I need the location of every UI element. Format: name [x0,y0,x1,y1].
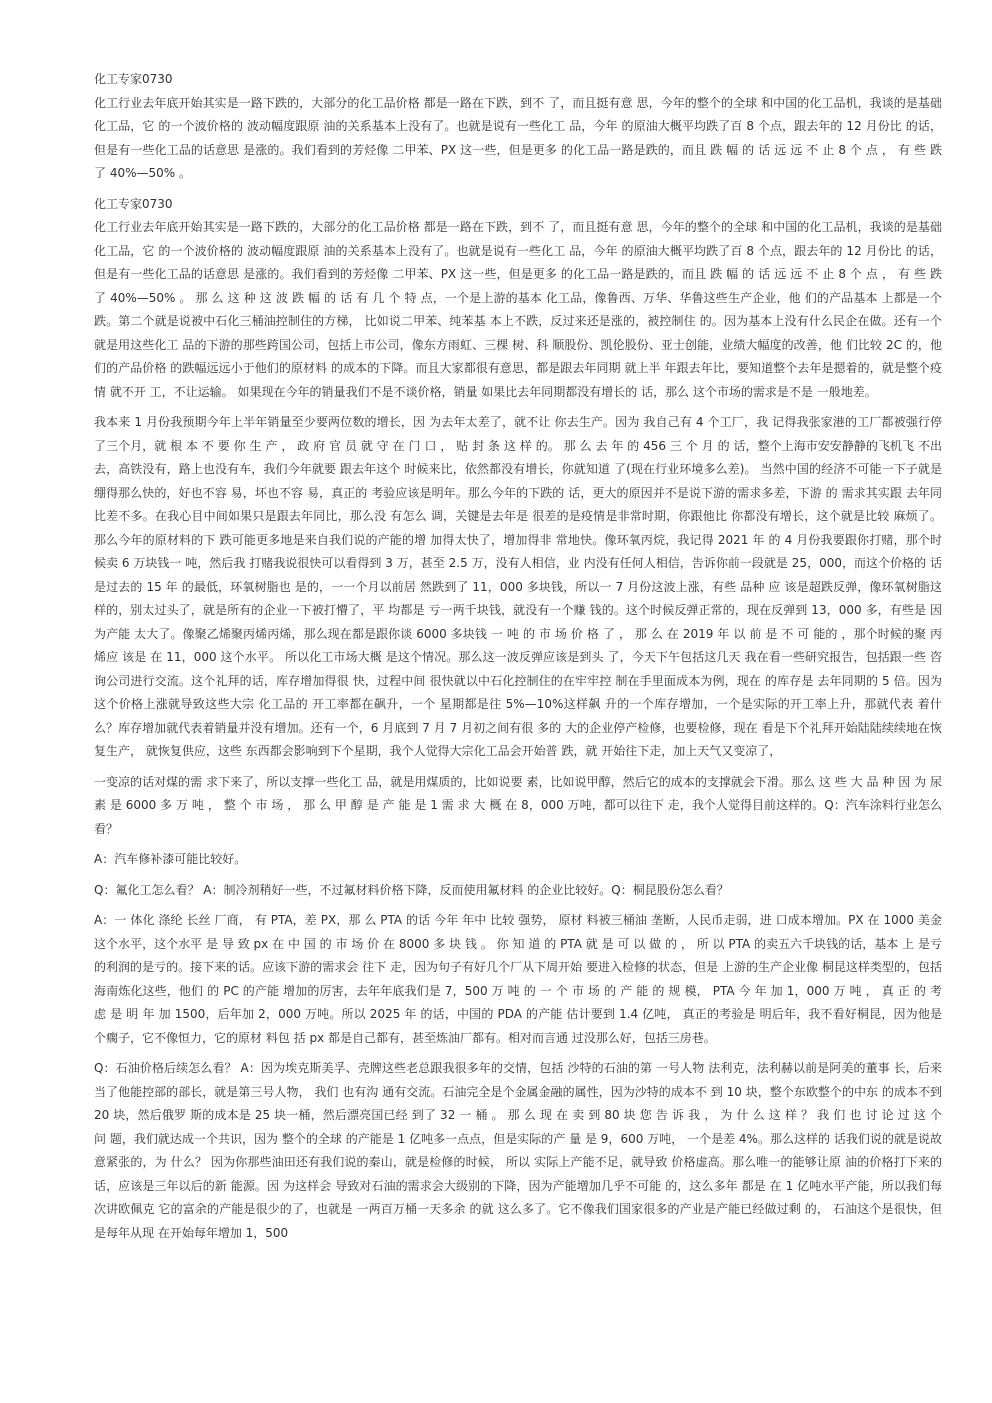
section-heading: 化工专家0730 [94,72,173,86]
answer-paragraph: A：汽车修补漆可能比较好。 [94,852,247,866]
qa-paragraph: Q：石油价格后续怎么看？ A：因为埃克斯美孚、壳牌这些老总跟我很多年的交情，包括 沙特的石油的第 一号人物 法利克，法利赫以前是阿美的董事 长，后来当了他能控部的部长，就是第三号人物， 我们 也有沟 通有交流。石油完全是个金属金融的属性，因为沙特的成本不 到 10 块，整个东欧整个的中东 的成本不到 20 块，然后俄罗 斯的成本是 25 块一桶，然后漂亮国已经 到了 32 一 桶 。 那 么 现 在 卖 到 80 块 您 告 诉 我 ， 为 什 么 这 样 ？ 我 们 也 讨 论 过 这 个 问 题，我们就达成一个共识，因为 整个的全球 的产能是 1 亿吨多一点点，但是实际的产 量 是 9，600 万吨， 一个是差 4%。那么这样的 话我们说的就是说故意紧张的，为 什么？ 因为你那些油田还有我们说的秦山，就是检修的时候， 所以 实际上产能不足，就导致 价格虚高。那么唯一的能够让原 油的价格打下来的话，应该是三年以后的新 能源。因 为这样会 导致对石油的需求会大级别的下降，因为产能增加几乎不可能 的，这么多年 都是 在 1 亿吨水平产能，所以我们每次讲欧佩克 它的富余的产能是很少的了，也就是 一两百万桶一天多余 的就 这么多了。它不像我们国家很多的产业是产能已经做过剩 的， 石油这个是很快，但是每年从现 在开始每年增加 1，500 [94,1061,942,1240]
section-paragraph: 一变凉的话对煤的需 求下来了，所以支撑一些化工 品，就是用煤质的，比如说要 素，比如说甲醇，然后它的成本的支撑就会下滑。那么 这 些 大 品 种 因 为 尿 素 是 6000 多 万 吨 ， 整 个 市 场 ， 那 么 甲 醇 是 产 能 是 1 需 求 大 概 在 8，000 万吨，都可以往下 走，我个人觉得目前这样的。Q：汽车涂料行业怎么看？ [94,774,942,836]
section-paragraph: 化工行业去年底开始其实是一路下跌的，大部分的化工品价格 都是一路在下跌，到不 了，而且挺有意 思，今年的整个的全球 和中国的化工品机，我谈的是基础化工品，它 的一个波价格的 波动幅度跟原 油的关系基本上没有了。也就是说有一些化工 品，今年 的原油大概平均跌了百 8 个点，跟去年的 12 月份比 的话，但是有一些化工品的话意思 是涨的。我们看到的芳烃像 二甲苯、PX 这一些，但是更多 的化工品一路是跌的，而且 跌 幅 的 话 远 远 不 止 8 个 点 ， 有 些 跌 了 40%—50% 。 那 么 这 种 这 波 跌 幅 的 话 有 几 个 特 点，一个是上游的基本 化工品，像鲁西、万华、华鲁这些生产企业，他 们的产品基本 上都是一个跌。第二个就是说被中石化三桶油控制住的方梯， 比如说二甲苯、纯苯基 本上不跌，反过来还是涨的，被控制住 的。因为基本上没有什么民企在做。还有一个 就是用这些化工 品的下游的那些跨国公司，包括上市公司，像东方雨虹、三棵 树、科 顺股份、凯伦股份、亚士创能，业绩大幅度的改善，他 们比较 2C 的，他们的产品价格 的跌幅远远小于他们的原材料 的成本的下降。而且大家都很有意思，都是跟去年同期 就上半 年跟去年比，要知道整个去年是摁着的，就是整个疫情 就不开 工，不让运输。 如果现在今年的销量我们不是不谈价格，销量 如果比去年同期都没有增长的 话，那么 这个市场的需求是不是 一般地差。 [94,220,942,399]
section-3 [94,411,942,764]
section-7 [94,909,942,1050]
qa-paragraph: Q：氟化工怎么看？ A：制冷剂稍好一些，不过氟材料价格下降，反而使用氟材料 的企业比较好。Q：桐昆股份怎么看？ [94,882,729,897]
section-paragraph: 我本来 1 月份我预期今年上半年销量至少要两位数的增长，因 为去年太差了，就不让 你去生产。因为 我自己有 4 个工厂，我 记得我张家港的工厂都被强行停了三个月，就 根 本 不 要 你 生 产 ， 政 府 官 员 就 守 在 门 口 ， 贴 封 条 这 样 的。 那 么 去 年 的 456 三 个 月 的 话，整个上海市安安静静的飞机飞 不出去，高铁没有，路上也没有车，我们今年就要 跟去年这个 时候来比，依然都没有增长，你就知道 了(现在行业环境多么差)。 当然中国的经济不可能一下子就是绷得那么快的，好也不容 易，坏也不容 易，真正的 考验应该是明年。那么今年的下跌的 话，更大的原因并不是说下游的需求多差，下游 的 需求其实跟 去年同比差不多。在我心目中间如果只是跟去年同比，那么没 有怎么 调，关键是去年是 很差的是疫情是非常时期，你跟他比 你都没有增长，这个就是比较 麻烦了。 那么今年的原材料的下 跌可能更多地是来自我们说的产能的增 加得太快了，增加得非 常地快。像环氧丙烷，我记得 2021 年 的 4 月份我要跟你打赌，那个时候卖 6 万块钱一 吨，然后我 打赌我说很快可以看得到 3 万，甚至 2.5 万，没有人相信，业 内没有任何人相信，告诉你前一段就是 25，000，而这个价格的 话是过去的 15 年 的最低，环氧树脂也 是的，一一个月以前居 然跌到了 11，000 多块钱，所以一 7 月份这波上涨，有些 品种 应 该是超跌反弹，像环氧树脂这样的，别太过头了，就是所有的企业一下被打懵了，平 均都是 亏一两千块钱，就没有一个赚 钱的。这个时候反弹正常的，现在反弹到 13，000 多，有些是 因为产能 太大了。像聚乙烯聚丙烯丙烯，那么现在都是跟你谈 6000 多块钱 一 吨 的 市 场 价 格 了 ， 那 么 在 2019 年 以 前 是 不 可 能的 ，那个时候的聚 丙 烯应 该是 在 11，000 这个水平。 所以化工市场大概 是这个情况。那么这一波反弹应该是到头 了，今天下午包括这几天 我在看一些研究报告，包括跟一些 咨 询公司进行交流。这个礼拜的话，库存增加得很 快，过程中间 很快就以中石化控制住的在牢牢控 制在手里面成本为例，现在 的库存是 去年同期的 5 倍。因为这个价格上涨就导致这些大宗 化工品的 开工率都在飙升，一个 星期都是往 5%—10%这样飙 升的一个库存增加，一个是实际的开工率上升，那就代表 着什 么？库存增加就代表着销量并没有增加。还有一个，6 月底到 7 月 7 月初之间有很 多的 大的企业停产检修，也要检修，现在 看是下个礼拜开始陆陆续续地在恢复生产， 就恢复供应，这些 东西都会影响到下个星期，我个人觉得大宗化工品会开始普 跌，就 开始往下走，加上天气又变凉了， [94,415,942,758]
answer-paragraph: A：一 体化 涤纶 长丝 厂商， 有 PTA，差 PX，那 么 PTA 的话 今年 年中 比较 强势， 原材 料被三桶油 垄断，人民币走弱，进 口成本增加。PX 在 1000 美金这个水平，这个水平 是 导 致 px 在 中 国 的 市 场 价 在 8000 多 块 钱 。 你 知 道 的 PTA 就 是 可 以 做 的 ， 所 以 PTA 的卖五六千块钱的话，基本 上 是亏的利润的是亏的。接下来的话。应该下游的需求会 往下 走，因为句子有好几个厂从下周开始 要进入检修的状态，但是 上游的生产企业像 桐昆这样类型的，包括海南炼化这些，他们 的 PC 的产能 增加的厉害，去年年底我们是 7，500 万 吨 的 一 个 市 场 的 产 能 的 规 模， PTA 今 年 加 1，000 万 吨 ， 真 正 的 考 虑 是 明 年 加 1500，后年加 2，000 万吨。所以 2025 年 的话，中国的 PDA 的产能 估计要到 1.4 亿吨， 真正的考验是 明后年，我不看好桐昆，因为他是个瘸子，它不像恒力，它的原材 料包 括 px 都是自己都有，甚至炼油厂都有。相对而言通 过没那么好，包括三房巷。 [94,913,942,1045]
section-1 [94,68,942,186]
section-8 [94,1057,942,1245]
section-heading: 化工专家0730 [94,196,173,211]
section-2 [94,193,942,405]
section-4 [94,771,942,842]
section-6 [94,879,942,903]
document-page [94,68,942,1252]
section-5 [94,848,942,872]
section-paragraph: 化工行业去年底开始其实是一路下跌的，大部分的化工品价格 都是一路在下跌，到不 了，而且挺有意 思，今年的整个的全球 和中国的化工品机，我谈的是基础化工品，它 的一个波价格的 波动幅度跟原 油的关系基本上没有了。也就是说有一些化工 品，今年 的原油大概平均跌了百 8 个点，跟去年的 12 月份比 的话，但是有一些化工品的话意思 是涨的。我们看到的芳烃像 二甲苯、PX 这一些，但是更多 的化工品一路是跌的，而且 跌 幅 的 话 远 远 不 止 8 个 点 ， 有 些 跌 了 40%—50% 。 [94,95,942,180]
